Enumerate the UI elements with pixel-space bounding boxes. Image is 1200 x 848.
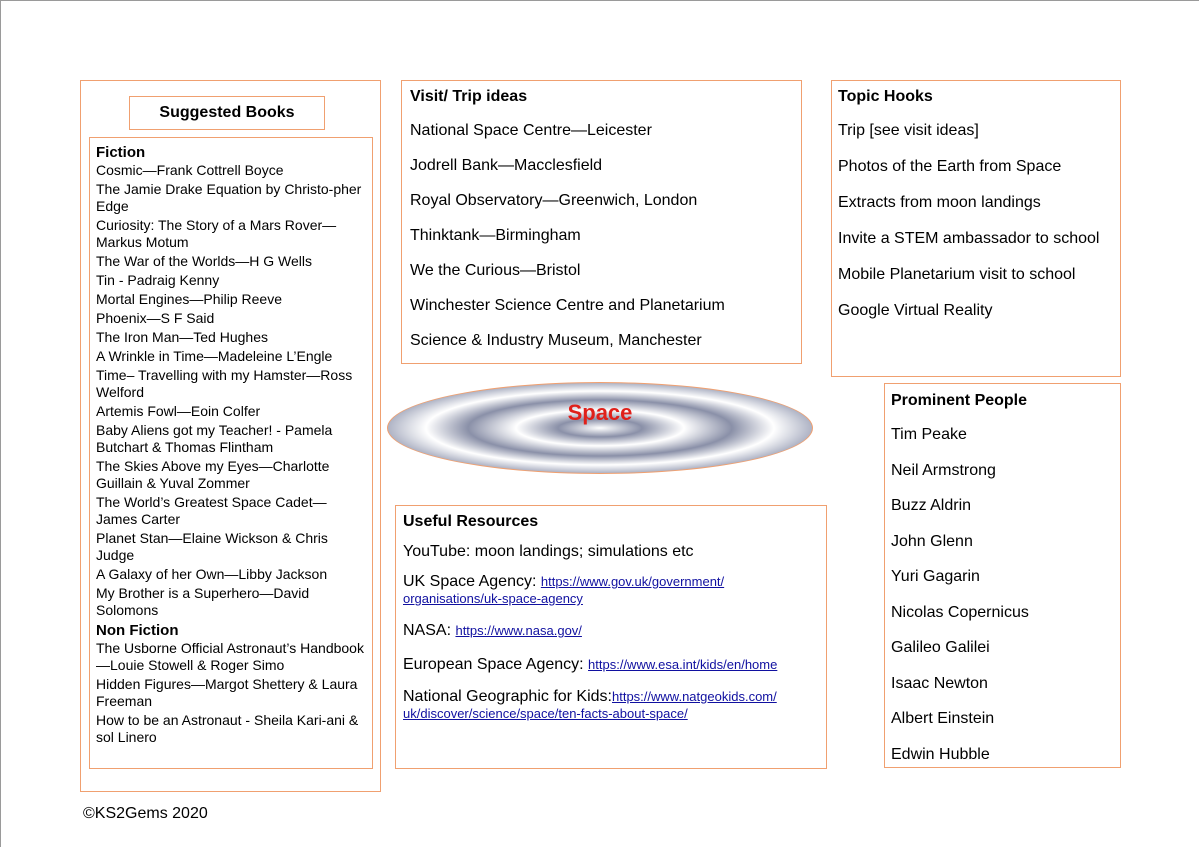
- hook-item: Extracts from moon landings: [838, 194, 1041, 211]
- natgeo-link-continued[interactable]: uk/discover/science/space/ten-facts-about-space/: [403, 706, 688, 721]
- visit-item: Jodrell Bank—Macclesfield: [410, 157, 603, 174]
- topic-hooks-title: Topic Hooks: [838, 88, 933, 105]
- person-item: Tim Peake: [891, 426, 967, 443]
- resource-esa-label: European Space Agency:: [403, 656, 589, 673]
- visit-item: We the Curious—Bristol: [410, 262, 581, 279]
- suggested-books-title: Suggested Books: [159, 104, 295, 121]
- resource-esa: [403, 656, 819, 674]
- prominent-people-panel: [884, 383, 1121, 768]
- book-item: Planet Stan—Elaine Wickson & Chris Judge: [96, 530, 328, 563]
- hook-item: Invite a STEM ambassador to school: [838, 230, 1100, 247]
- visit-item: National Space Centre—Leicester: [410, 122, 652, 139]
- person-item: Yuri Gagarin: [891, 568, 980, 585]
- visit-ideas-title: Visit/ Trip ideas: [410, 88, 528, 105]
- person-item: Albert Einstein: [891, 710, 995, 727]
- person-item: Buzz Aldrin: [891, 497, 972, 514]
- visit-item: Science & Industry Museum, Manchester: [410, 332, 702, 349]
- book-item: The Skies Above my Eyes—Charlotte Guillain & Yuval Zommer: [96, 458, 330, 491]
- book-item: The Jamie Drake Equation by Christo-pher Edge: [96, 181, 362, 214]
- book-item: A Wrinkle in Time—Madeleine L’Engle: [96, 348, 333, 364]
- book-item: My Brother is a Superhero—David Solomons: [96, 585, 310, 618]
- uksa-link-continued[interactable]: organisations/uk-space-agency: [403, 591, 583, 606]
- hook-item: Trip [see visit ideas]: [838, 122, 979, 139]
- person-item: John Glenn: [891, 532, 973, 550]
- resource-youtube: [403, 543, 819, 561]
- hook-item: Google Virtual Reality: [838, 302, 993, 319]
- natgeo-link[interactable]: https://www.natgeokids.com/: [612, 689, 777, 704]
- space-galaxy-graphic: [387, 382, 813, 474]
- nonfiction-heading: Non Fiction: [96, 622, 179, 639]
- book-item: The World’s Greatest Space Cadet—James Carter: [96, 494, 327, 527]
- person-item: Galileo Galilei: [891, 639, 990, 656]
- book-item: The War of the Worlds—H G Wells: [96, 253, 313, 269]
- visit-ideas-panel: [401, 80, 802, 364]
- book-item: Phoenix—S F Said: [96, 310, 215, 326]
- book-item: A Galaxy of her Own—Libby Jackson: [96, 566, 328, 582]
- resource-nasa: [403, 622, 819, 640]
- resource-uksa-label: UK Space Agency:: [403, 573, 541, 590]
- person-item: Isaac Newton: [891, 674, 988, 692]
- book-item: Cosmic—Frank Cottrell Boyce: [96, 162, 284, 178]
- hook-item: Photos of the Earth from Space: [838, 158, 1062, 175]
- resource-natgeo-label: National Geographic for Kids:: [403, 688, 612, 705]
- resource-uksa: [403, 573, 819, 606]
- visit-item: Winchester Science Centre and Planetarium: [410, 297, 725, 314]
- book-item: Baby Aliens got my Teacher! - Pamela Butchart & Thomas Flintham: [96, 422, 333, 455]
- topic-hooks-panel: [831, 80, 1121, 377]
- useful-resources-panel: [395, 505, 827, 769]
- uksa-link[interactable]: https://www.gov.uk/government/: [540, 574, 725, 589]
- book-item: Mortal Engines—Philip Reeve: [96, 291, 282, 307]
- resource-youtube-text: YouTube: moon landings; simulations etc: [403, 543, 694, 560]
- book-item: Tin - Padraig Kenny: [96, 272, 220, 288]
- visit-item: Royal Observatory—Greenwich, London: [410, 192, 698, 209]
- book-item: Curiosity: The Story of a Mars Rover—Markus Motum: [96, 217, 337, 250]
- prominent-people-title: Prominent People: [891, 392, 1028, 409]
- person-item: Edwin Hubble: [891, 745, 990, 763]
- book-item: Time– Travelling with my Hamster—Ross Welford: [96, 367, 353, 400]
- person-item: Nicolas Copernicus: [891, 603, 1029, 621]
- book-item: Hidden Figures—Margot Shettery & Laura Freeman: [96, 676, 358, 709]
- copyright-notice: ©KS2Gems 2020: [83, 805, 208, 822]
- suggested-books-title-box: [129, 96, 325, 130]
- book-item: The Iron Man—Ted Hughes: [96, 329, 268, 345]
- useful-resources-title: Useful Resources: [403, 513, 539, 530]
- book-item: The Usborne Official Astronaut’s Handbook—Louie Stowell & Roger Simo: [96, 640, 364, 673]
- esa-link[interactable]: https://www.esa.int/kids/en/home: [588, 657, 778, 672]
- book-list-box: [89, 137, 373, 769]
- fiction-heading: Fiction: [96, 144, 146, 161]
- hook-item: Mobile Planetarium visit to school: [838, 266, 1076, 283]
- visit-item: Thinktank—Birmingham: [410, 227, 581, 244]
- resource-nasa-label: NASA:: [403, 622, 456, 639]
- person-item: Neil Armstrong: [891, 461, 996, 479]
- book-item: Artemis Fowl—Eoin Colfer: [96, 403, 261, 419]
- nasa-link[interactable]: https://www.nasa.gov/: [455, 623, 582, 638]
- topic-title: Space: [567, 400, 633, 425]
- book-item: How to be an Astronaut - Sheila Kari-ani & sol Linero: [96, 712, 359, 745]
- resource-natgeo: [403, 688, 819, 721]
